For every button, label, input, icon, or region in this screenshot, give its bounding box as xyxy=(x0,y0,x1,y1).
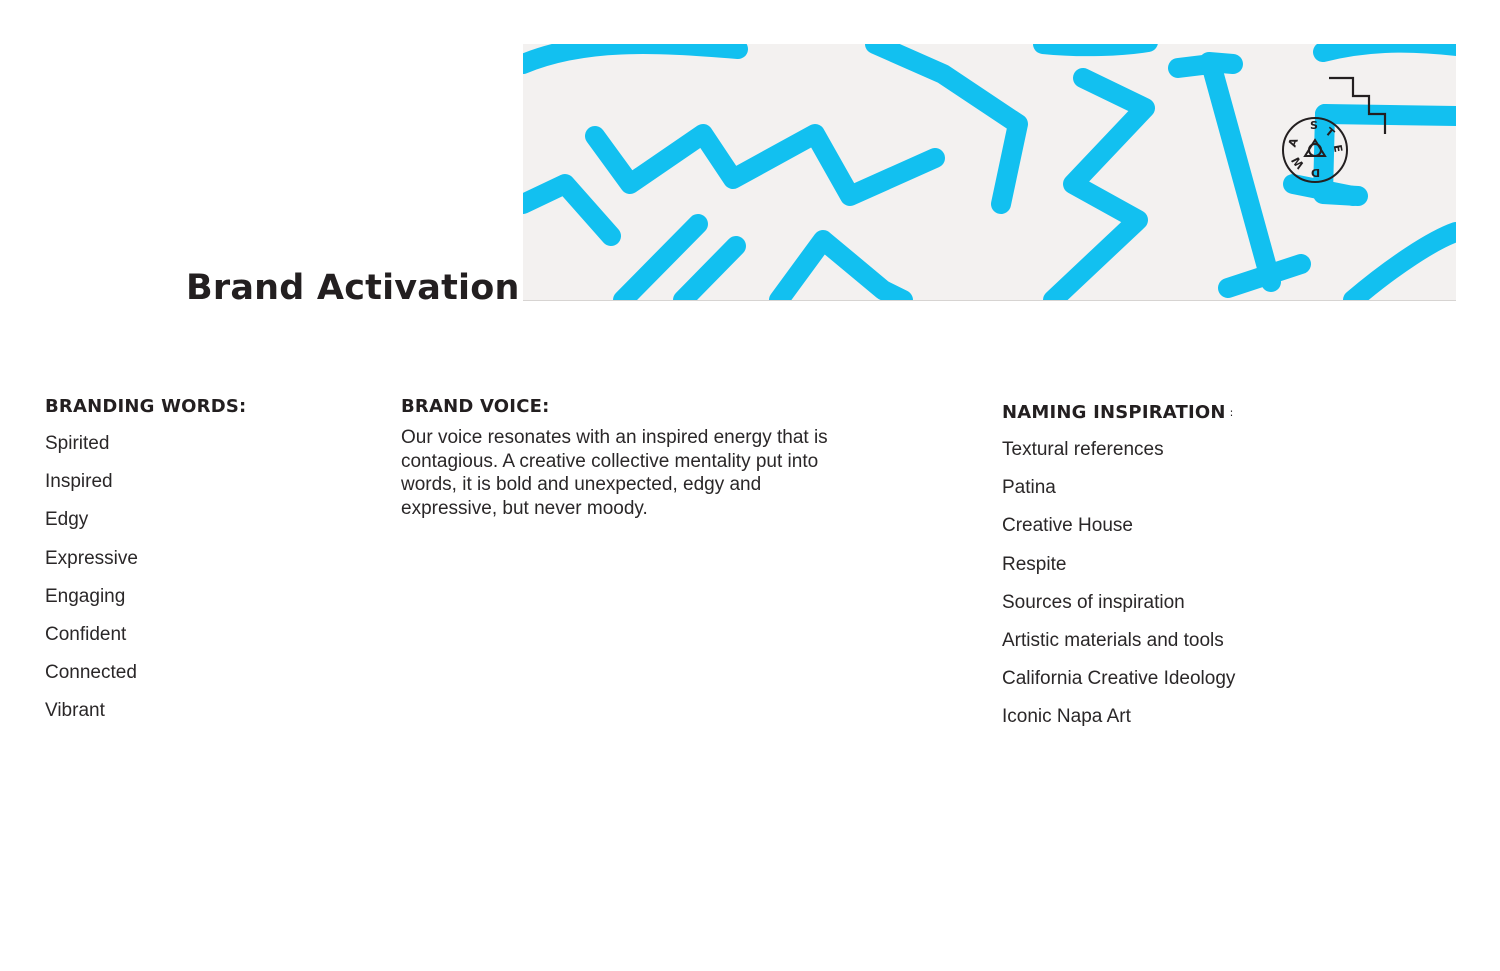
list-item: Inspired xyxy=(45,471,113,493)
list-item: Engaging xyxy=(45,585,126,607)
list-item: Edgy xyxy=(45,509,89,531)
logo-letter: A xyxy=(1285,136,1301,149)
list-item: Expressive xyxy=(45,547,138,569)
naming-inspiration-title: NAMING INSPIRATION xyxy=(1002,402,1226,423)
naming-inspiration-section xyxy=(1002,401,1235,737)
list-item: Spirited xyxy=(45,433,110,454)
naming-inspiration-list xyxy=(1002,431,1235,737)
brand-voice-heading: BRAND VOICE: xyxy=(401,396,550,417)
brand-banner xyxy=(523,44,1456,301)
branding-words-section xyxy=(45,395,246,731)
list-item: Vibrant xyxy=(45,700,105,722)
logo-letter: T xyxy=(1322,125,1337,140)
list-item: Textural references xyxy=(1002,439,1164,460)
logo-letter: W xyxy=(1289,153,1307,172)
naming-inspiration-heading xyxy=(1002,401,1235,425)
list-item: Artistic materials and tools xyxy=(1002,630,1224,652)
list-item: Connected xyxy=(45,662,137,684)
brand-voice-section xyxy=(401,395,871,520)
logo-letter: D xyxy=(1311,166,1321,179)
page-title: Brand Activation xyxy=(186,268,520,308)
list-item: Respite xyxy=(1002,553,1067,575)
list-item: Confident xyxy=(45,624,127,646)
list-item: Iconic Napa Art xyxy=(1002,706,1131,728)
list-item: Creative House xyxy=(1002,515,1133,537)
branding-words-list xyxy=(45,425,246,731)
list-item: Sources of inspiration xyxy=(1002,591,1185,613)
logo-badge-icon xyxy=(1281,116,1349,184)
list-item: Patina xyxy=(1002,477,1056,499)
logo-letter: E xyxy=(1330,143,1345,154)
brand-voice-text: Our voice resonates with an inspired energy that is contagious. A creative collective mentality put into words, it is bold and unexpected, edgy and expressive, but never moody. xyxy=(401,427,828,519)
naming-inspiration-mark: : xyxy=(1229,406,1234,419)
branding-words-heading: BRANDING WORDS: xyxy=(45,396,247,417)
logo-letter: S xyxy=(1310,119,1318,132)
list-item: California Creative Ideology xyxy=(1002,668,1236,690)
